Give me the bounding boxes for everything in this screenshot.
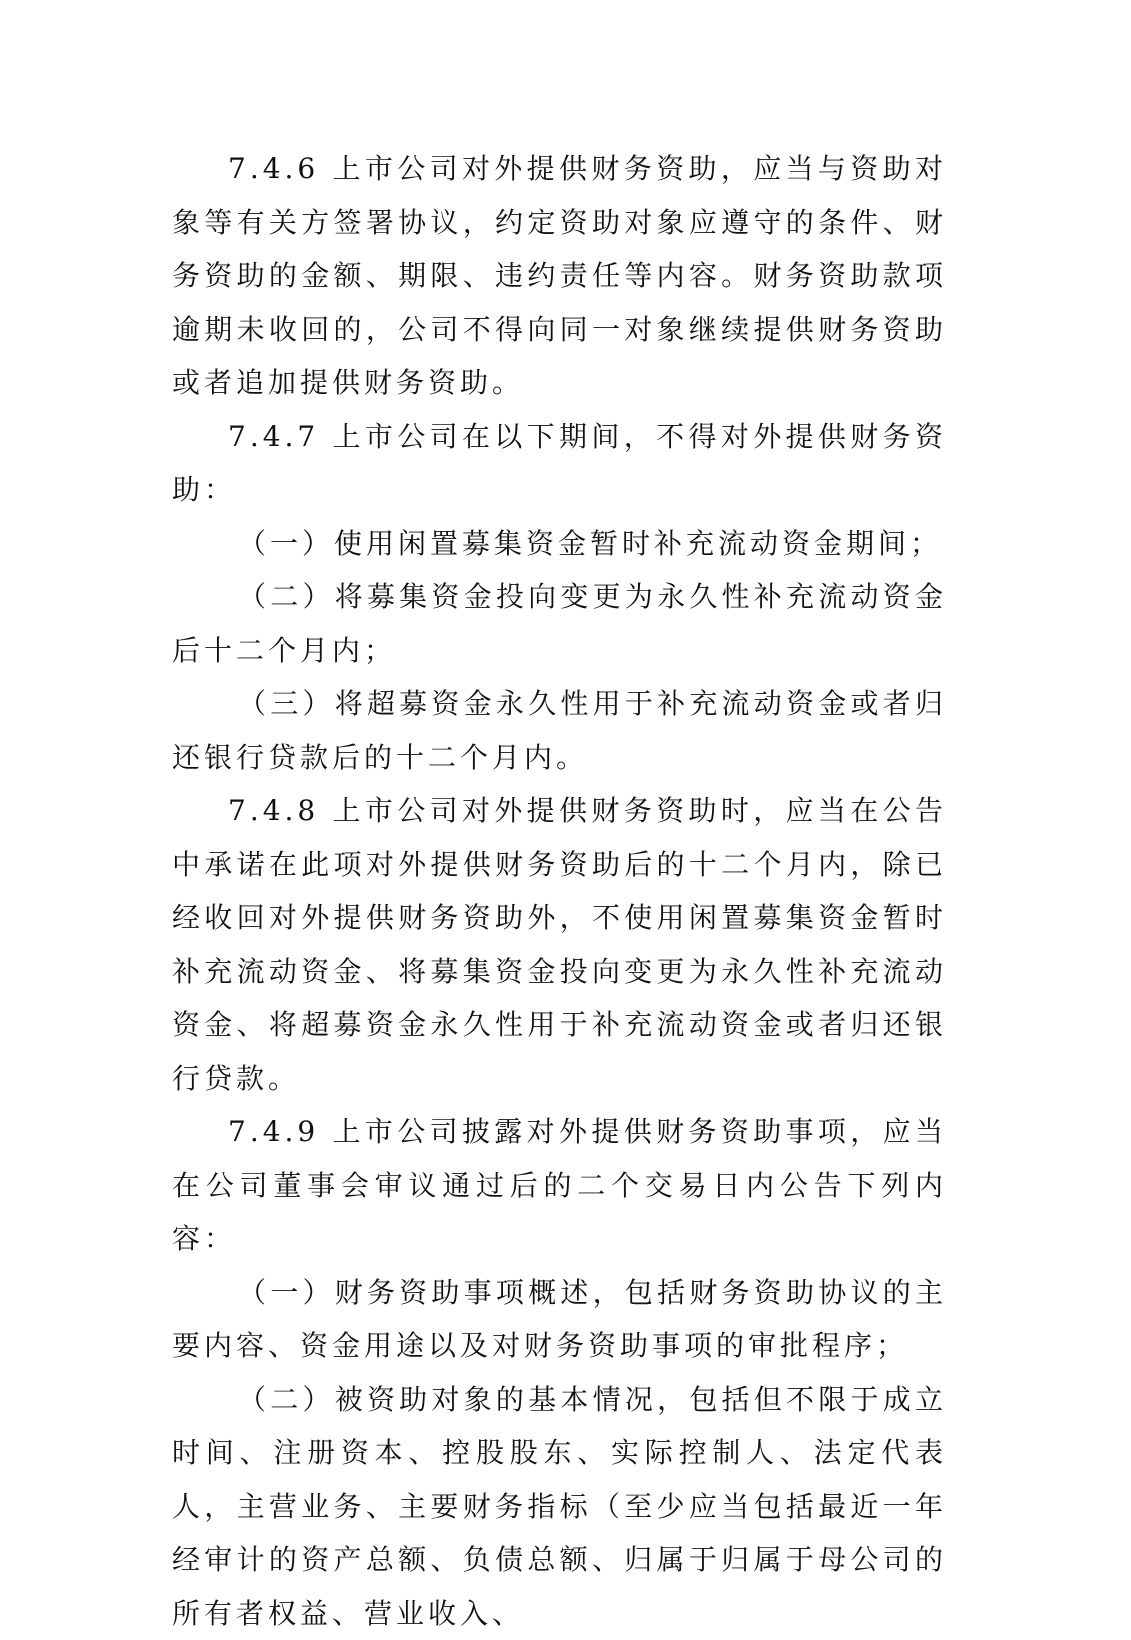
section-7-4-9: 7.4.9 上市公司披露对外提供财务资助事项，应当在公司董事会审议通过后的二个交易日内公告下列内容： [172, 1105, 947, 1266]
section-7-4-7-item-1: （一）使用闲置募集资金暂时补充流动资金期间； [172, 517, 947, 571]
section-7-4-9-item-1: （一）财务资助事项概述，包括财务资助协议的主要内容、资金用途以及对财务资助事项的审批程序； [172, 1266, 947, 1373]
section-7-4-6: 7.4.6 上市公司对外提供财务资助，应当与资助对象等有关方签署协议，约定资助对象应遵守的条件、财务资助的金额、期限、违约责任等内容。财务资助款项逾期未收回的，公司不得向同一对象继续提供财务资助或者追加提供财务资助。 [172, 142, 947, 410]
section-7-4-8: 7.4.8 上市公司对外提供财务资助时，应当在公告中承诺在此项对外提供财务资助后的十二个月内，除已经收回对外提供财务资助外，不使用闲置募集资金暂时补充流动资金、将募集资金投向变更为永久性补充流动资金、将超募资金永久性用于补充流动资金或者归还银行贷款。 [172, 784, 947, 1105]
section-7-4-9-item-2: （二）被资助对象的基本情况，包括但不限于成立时间、注册资本、控股股东、实际控制人、法定代表人，主营业务、主要财务指标（至少应当包括最近一年经审计的资产总额、负债总额、归属于归属于母公司的所有者权益、营业收入、 [172, 1373, 947, 1640]
section-7-4-7-item-3: （三）将超募资金永久性用于补充流动资金或者归还银行贷款后的十二个月内。 [172, 677, 947, 784]
document-body [172, 142, 947, 1640]
section-7-4-7: 7.4.7 上市公司在以下期间，不得对外提供财务资助： [172, 410, 947, 517]
section-7-4-7-item-2: （二）将募集资金投向变更为永久性补充流动资金后十二个月内； [172, 570, 947, 677]
